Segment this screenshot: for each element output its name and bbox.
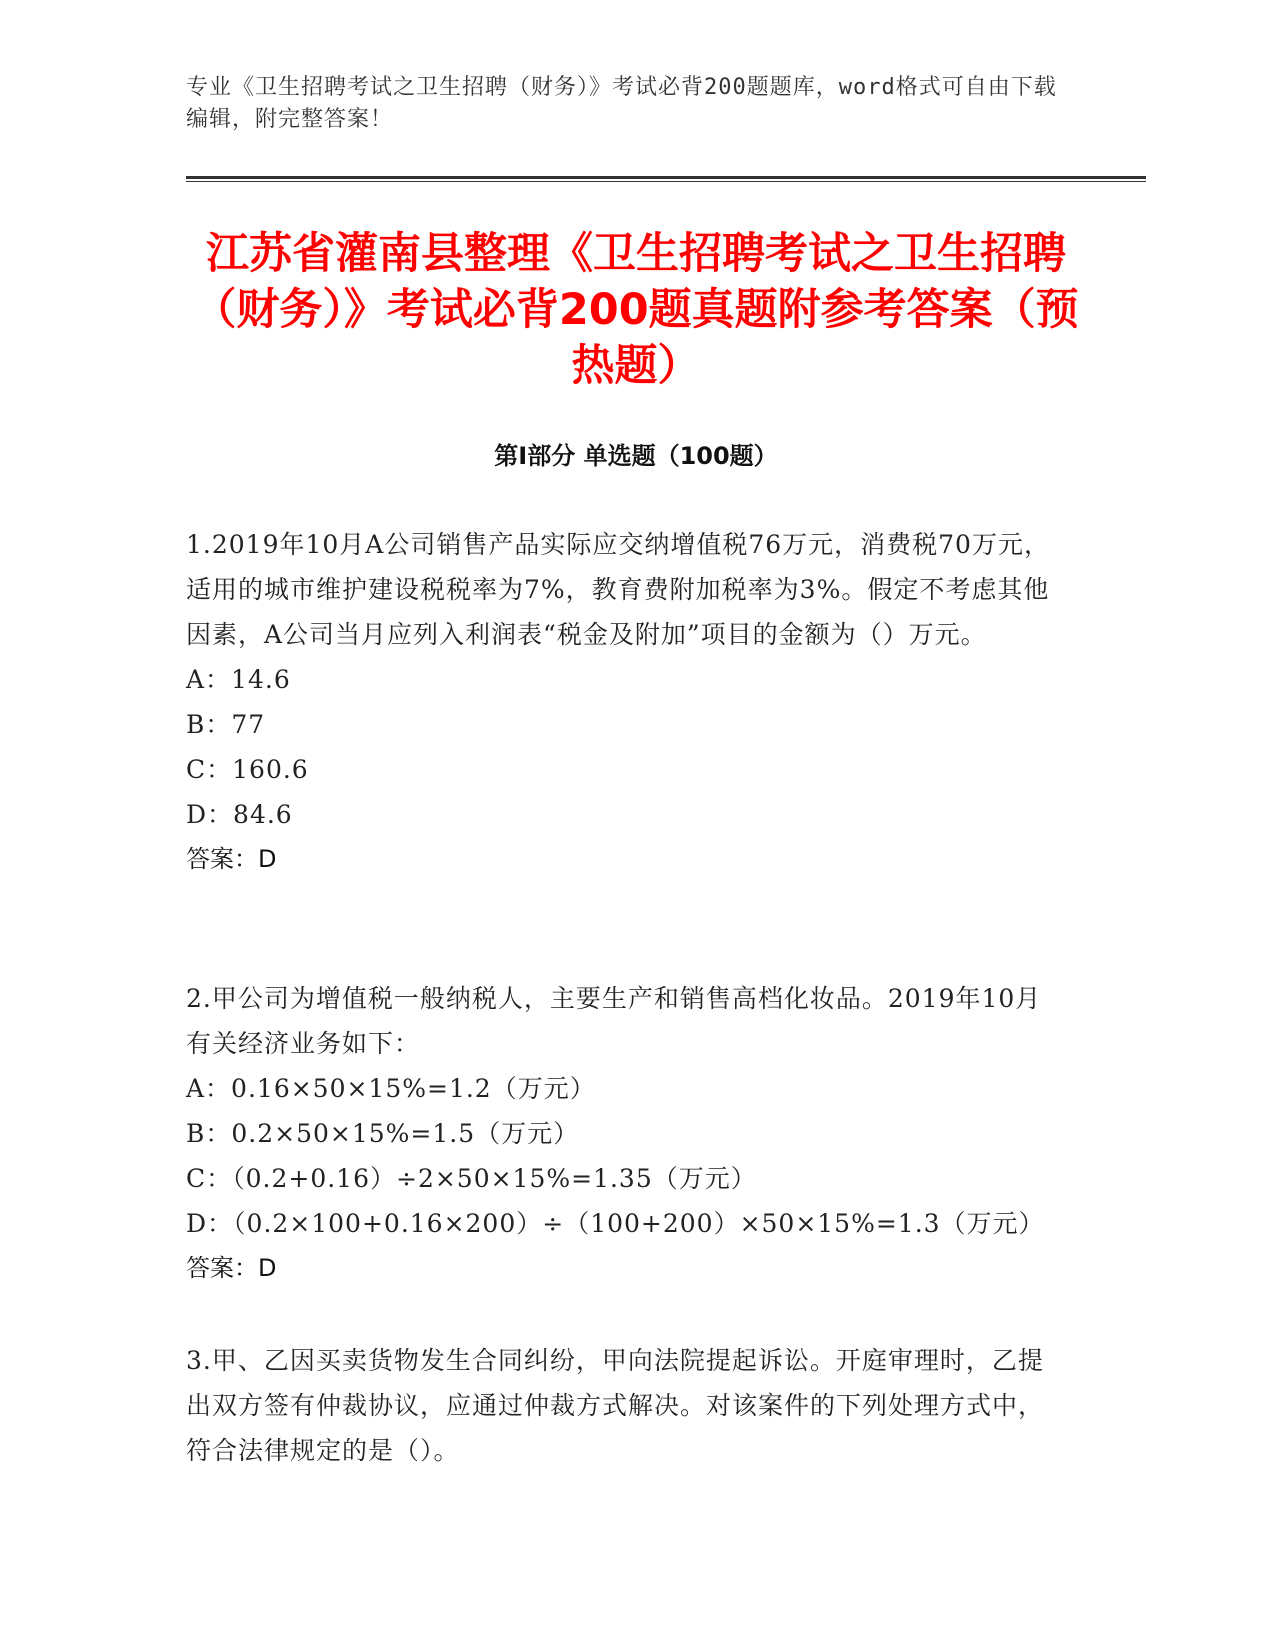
question-2-option-b: B：0.2×50×15%=1.5（万元） [186, 1119, 580, 1148]
header-note: 专业《卫生招聘考试之卫生招聘（财务）》考试必背200题题库，word格式可自由下载编辑，附完整答案！ [186, 75, 1057, 132]
question-2-option-a: A：0.16×50×15%=1.2（万元） [186, 1074, 596, 1103]
question-1-option-b: B：77 [186, 710, 266, 739]
section-heading: 第Ⅰ部分 单选题（100题） [494, 442, 778, 470]
header-divider-thick [186, 176, 1146, 179]
question-2-answer: 答案：D [186, 1254, 277, 1282]
question-2-option-d: D：（0.2×100+0.16×200）÷（100+200）×50×15%=1.3（万元） [186, 1209, 1045, 1238]
question-1 [186, 522, 1066, 882]
question-1-answer: 答案：D [186, 845, 277, 873]
question-1-option-d: D：84.6 [186, 800, 293, 829]
question-3 [186, 1338, 1066, 1473]
question-1-option-a: A：14.6 [186, 665, 291, 694]
document-title: 江苏省灌南县整理《卫生招聘考试之卫生招聘（财务）》考试必背200题真题附参考答案（预热题） [193, 229, 1079, 391]
header-divider-thin [186, 181, 1146, 182]
question-1-stem: 1.2019年10月A公司销售产品实际应交纳增值税76万元，消费税70万元，适用的城市维护建设税税率为7%，教育费附加税率为3%。假定不考虑其他因素，A公司当月应列入利润表“税金及附加”项目的金额为（）万元。 [186, 530, 1050, 649]
question-2-option-c: C：（0.2+0.16）÷2×50×15%=1.35（万元） [186, 1164, 757, 1193]
question-3-stem: 3.甲、乙因买卖货物发生合同纠纷，甲向法院提起诉讼。开庭审理时，乙提出双方签有仲裁协议，应通过仲裁方式解决。对该案件的下列处理方式中，符合法律规定的是（）。 [186, 1346, 1045, 1465]
question-2-stem: 2.甲公司为增值税一般纳税人，主要生产和销售高档化妆品。2019年10月有关经济业务如下： [186, 984, 1042, 1058]
question-1-option-c: C：160.6 [186, 755, 309, 784]
question-2 [186, 976, 1066, 1291]
